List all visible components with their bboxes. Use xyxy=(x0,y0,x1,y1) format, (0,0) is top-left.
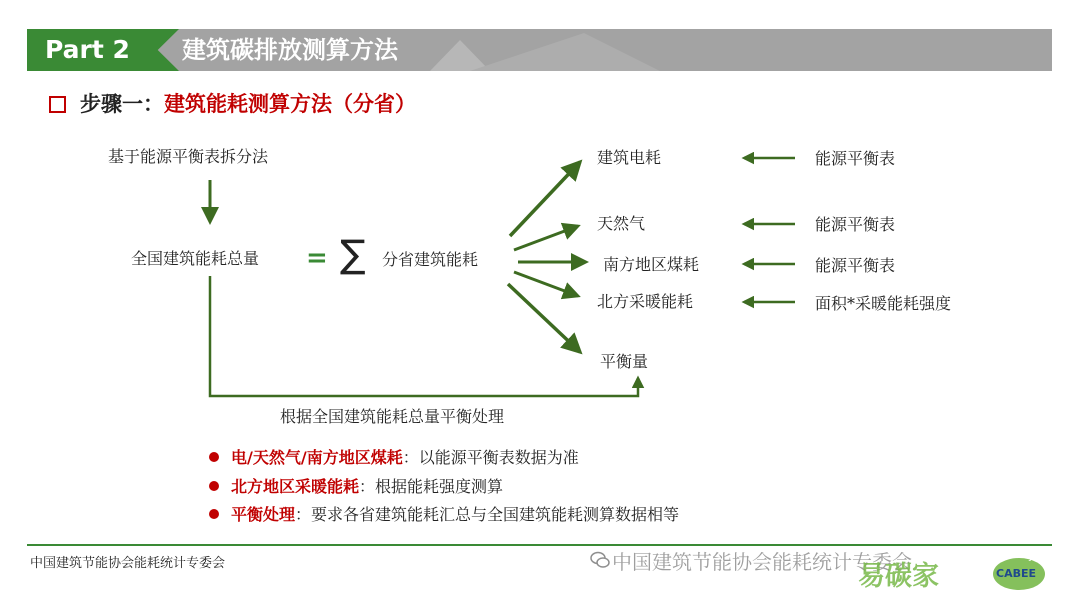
logo-url: yitanjia xyxy=(1028,551,1065,562)
source-gas: 能源平衡表 xyxy=(815,215,896,234)
component-electricity: 建筑电耗 xyxy=(597,148,662,167)
bullet-text: ：根据能耗强度测算 xyxy=(359,477,504,496)
bullet-dot-icon xyxy=(209,509,219,519)
bullet-item xyxy=(209,447,579,469)
component-balance: 平衡量 xyxy=(600,352,649,371)
component-coal: 南方地区煤耗 xyxy=(603,255,700,274)
logo-text: 易碳家 xyxy=(858,561,939,592)
component-gas: 天然气 xyxy=(597,214,646,233)
arrow-to-gas xyxy=(514,226,578,250)
sigma-symbol: ∑ xyxy=(340,232,366,276)
bullet-dot-icon xyxy=(209,452,219,462)
wechat-icon xyxy=(590,550,610,570)
step-heading-main: 建筑能耗测算方法（分省） xyxy=(164,91,416,116)
footer-org-name: 中国建筑节能协会能耗统计专委会 xyxy=(30,556,226,571)
bullet-item xyxy=(209,476,503,498)
arrow-to-electricity xyxy=(510,162,580,236)
basis-label: 基于能源平衡表拆分法 xyxy=(108,147,269,166)
footer-divider xyxy=(27,544,1052,546)
total-label: 全国建筑能耗总量 xyxy=(131,249,260,268)
component-heating: 北方采暖能耗 xyxy=(597,292,694,311)
bullet-key: 电/天然气/南方地区煤耗 xyxy=(231,448,403,467)
provincial-label: 分省建筑能耗 xyxy=(382,250,479,269)
equals-sign: = xyxy=(306,243,328,273)
source-heating: 面积*采暖能耗强度 xyxy=(815,294,952,313)
watermark-text: 中国建筑节能协会能耗统计专委会 xyxy=(612,550,912,574)
loop-label: 根据全国建筑能耗总量平衡处理 xyxy=(280,407,505,426)
bullet-dot-icon xyxy=(209,481,219,491)
bullet-item xyxy=(209,504,679,526)
bullet-text: ：以能源平衡表数据为准 xyxy=(402,448,579,467)
arrow-to-heating xyxy=(514,272,578,296)
step-heading-prefix: 步骤一： xyxy=(80,91,164,116)
part-label: Part 2 xyxy=(45,35,130,64)
bullet-key: 北方地区采暖能耗 xyxy=(231,477,360,496)
source-coal: 能源平衡表 xyxy=(815,256,896,275)
page-title: 建筑碳排放测算方法 xyxy=(182,36,398,64)
logo-abbr: CABEE xyxy=(996,567,1036,580)
bullet-text: ：要求各省建筑能耗汇总与全国建筑能耗测算数据相等 xyxy=(295,505,680,524)
bullet-key: 平衡处理 xyxy=(231,505,296,524)
source-electricity: 能源平衡表 xyxy=(815,149,896,168)
